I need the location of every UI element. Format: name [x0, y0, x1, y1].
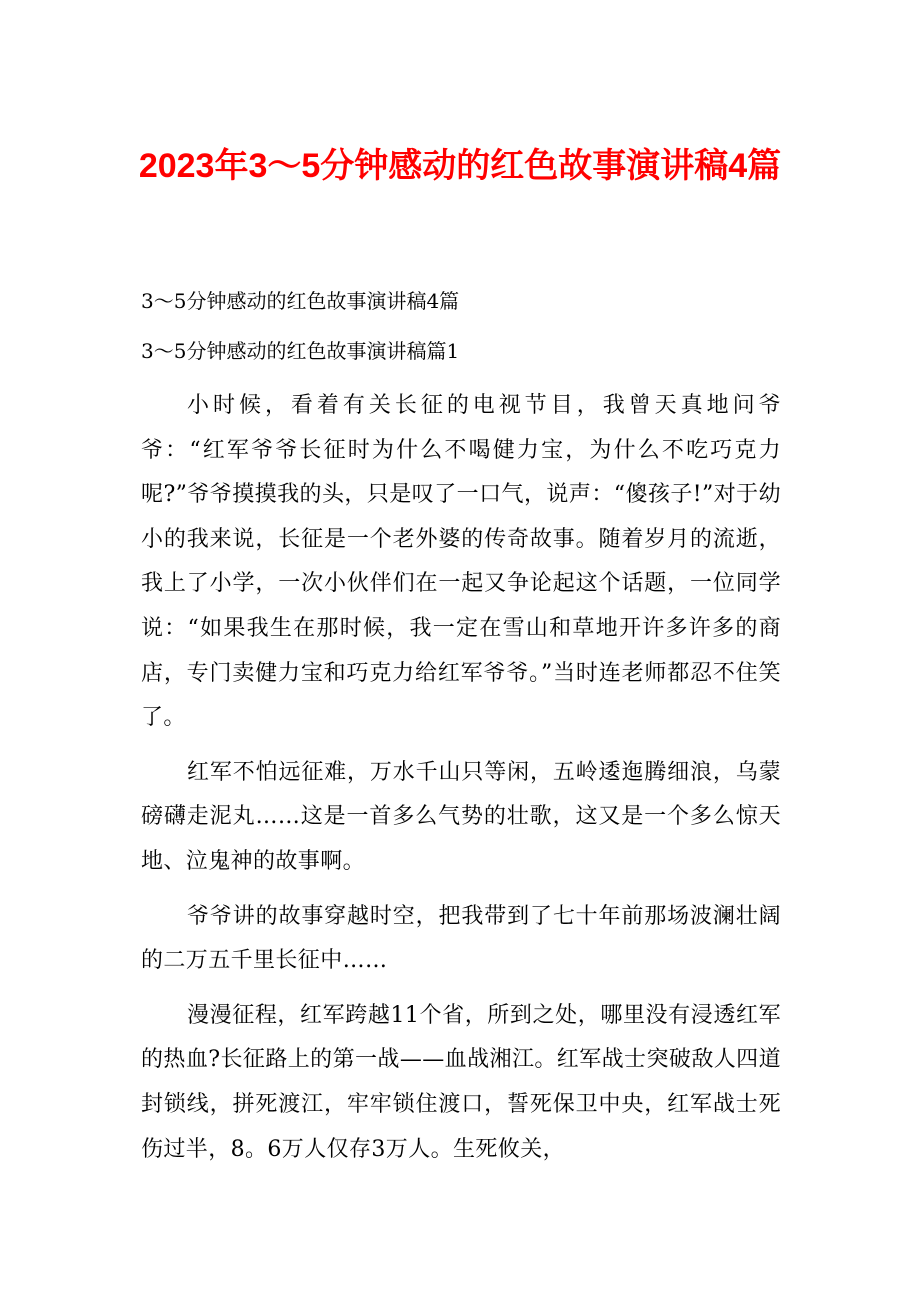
paragraph: 红军不怕远征难，万水千山只等闲，五岭逶迤腾细浪，乌蒙磅礴走泥丸……这是一首多么气势的壮歌，这又是一个多么惊天地、泣鬼神的故事啊。	[141, 759, 781, 874]
paragraph: 小时候，看着有关长征的电视节目，我曾天真地问爷爷：“红军爷爷长征时为什么不喝健力宝，为什么不吃巧克力呢?”爷爷摸摸我的头，只是叹了一口气，说声：“傻孩子!”对于幼小的我来说，长征是一个老外婆的传奇故事。随着岁月的流逝，我上了小学，一次小伙伴们在一起又争论起这个话题，一位同学说：“如果我生在那时候，我一定在雪山和草地开许多许多的商店，专门卖健力宝和巧克力给红军爷爷。”当时连老师都忍不住笑了。	[141, 393, 781, 731]
document-title: 2023年3～5分钟感动的红色故事演讲稿4篇	[138, 147, 782, 185]
section-heading: 3～5分钟感动的红色故事演讲稿篇1	[141, 339, 460, 363]
paragraph: 爷爷讲的故事穿越时空，把我带到了七十年前那场波澜壮阔的二万五千里长征中……	[141, 903, 781, 974]
body-text	[141, 384, 781, 1172]
document-subtitle: 3～5分钟感动的红色故事演讲稿4篇	[141, 289, 460, 313]
paragraph: 漫漫征程，红军跨越11个省，所到之处，哪里没有浸透红军的热血?长征路上的第一战——血战湘江。红军战士突破敌人四道封锁线，拼死渡江，牢牢锁住渡口，誓死保卫中央，红军战士死伤过半，8。6万人仅存3万人。生死攸关，	[141, 1002, 781, 1162]
